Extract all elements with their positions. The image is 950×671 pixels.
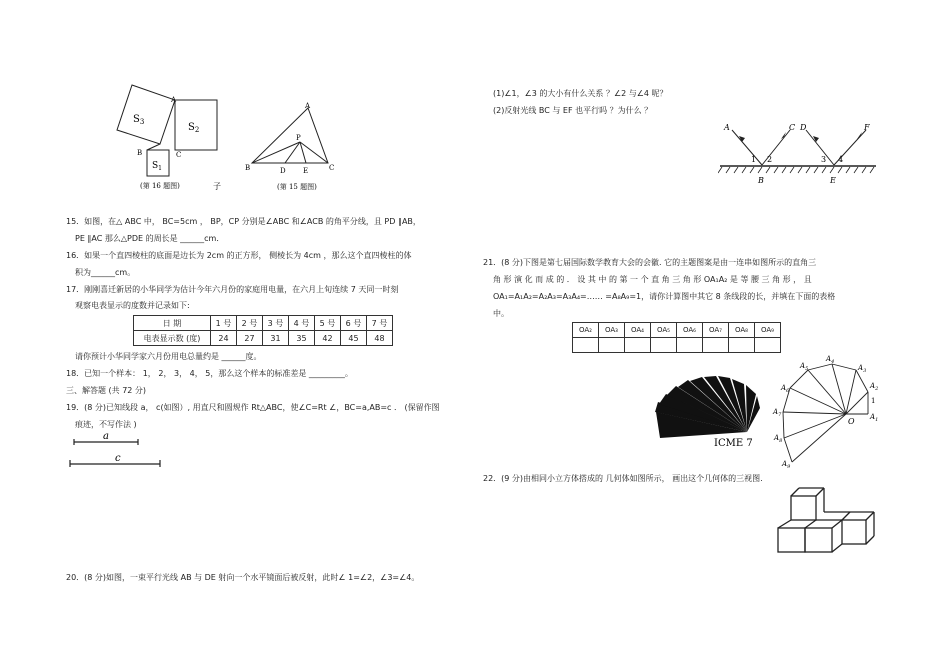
fig15-caption: (第 15 题图) [277, 183, 317, 191]
oa-answer-table [572, 322, 781, 353]
fig16-caption: (第 16 题图) [140, 182, 180, 190]
table-cell: OA₇ [703, 323, 729, 338]
table-row [573, 338, 781, 353]
question-21-line2: 角 形 演 化 而 成 的 ． 设 其 中 的 第 一 个 直 角 三 角 形 OA₁A₂ 是 等 腰 三 角 形 ， 且 [493, 275, 812, 284]
table-cell: 31 [263, 331, 289, 346]
svg-text:A: A [305, 102, 311, 110]
svg-text:E: E [830, 176, 836, 185]
question-17-line1: 17．刚刚喜迁新居的小华同学为估计今年六月份的家庭用电量，在六月上旬连续 7 天同一时刻 [66, 285, 399, 294]
svg-text:A9: $A_9$ [782, 460, 791, 470]
question-20: 20．(8 分)如图，一束平行光线 AB 与 DE 射向一个水平镜面后被反射，此时∠ 1=∠2，∠3=∠4。 [66, 573, 420, 582]
svg-text:A1: $A_1$ [870, 413, 879, 423]
svg-text:A4: $A_4$ [826, 355, 835, 365]
table-cell: 48 [367, 331, 393, 346]
svg-text:A5: $A_5$ [800, 362, 809, 372]
answer-cell[interactable] [599, 338, 625, 353]
table-cell: 5 号 [315, 316, 341, 331]
section-3-heading: 三、解答题 (共 72 分) [66, 386, 147, 395]
figure-21-spiral [770, 352, 885, 470]
table-cell: 日 期 [134, 316, 211, 331]
question-15-line1: 15．如图，在△ ABC 中， BC=5cm ， BP，CP 分别是∠ABC 和∠ACB 的角平分线，且 PD ∥AB， [66, 217, 421, 226]
electricity-table [133, 315, 393, 346]
segment-c-label: c [115, 453, 121, 464]
figure-20-reflection [718, 120, 878, 190]
table-cell: 35 [289, 331, 315, 346]
segments-a-c [66, 430, 166, 470]
table-cell: 24 [211, 331, 237, 346]
question-15-line2: PE ∥AC 那么△PDE 的周长是 ______cm． [75, 234, 225, 243]
table-cell: 45 [341, 331, 367, 346]
svg-text:A7: $A_7$ [773, 408, 782, 418]
label-s2: $S_2$ [188, 122, 200, 134]
table-row [134, 316, 393, 331]
svg-text:C: C [176, 151, 182, 159]
table-cell: 2 号 [237, 316, 263, 331]
svg-text:A3: $A_3$ [858, 364, 867, 374]
svg-text:B: B [245, 164, 251, 172]
table-cell: 42 [315, 331, 341, 346]
question-21-line3: OA₁=A₁A₂=A₂A₃=A₃A₄=…… =A₈A₉=1，请你计算图中其它 8 条线段的长，并填在下面的表格 [493, 292, 836, 301]
figure-22-cubes [776, 484, 886, 554]
question-19-line1: 19．(8 分)已知线段 a， c(如图）, 用直尺和圆规作 Rt△ABC，使∠C=Rt ∠，BC=a,AB=c ． (保留作图 [66, 403, 440, 412]
question-21-line4: 中。 [493, 309, 509, 318]
table-cell: OA₃ [599, 323, 625, 338]
table-cell: OA₉ [755, 323, 781, 338]
svg-text:D: D [280, 167, 286, 175]
svg-text:1: 1 [871, 397, 876, 405]
table-cell: 7 号 [367, 316, 393, 331]
answer-cell[interactable] [651, 338, 677, 353]
table-cell: 4 号 [289, 316, 315, 331]
stray-char: 子 [213, 182, 221, 191]
table-cell: 电表显示数 (度) [134, 331, 211, 346]
question-20-sub1: (1)∠1，∠3 的大小有什么关系 ？∠2 与∠4 呢？ [493, 89, 668, 98]
label-s3: $S_3$ [133, 114, 145, 126]
svg-text:A: A [724, 123, 730, 132]
svg-text:B: B [758, 176, 764, 185]
svg-text:A8: $A_8$ [774, 434, 783, 444]
svg-text:A2: $A_2$ [870, 382, 879, 392]
table-cell: OA₈ [729, 323, 755, 338]
svg-text:2: 2 [767, 155, 773, 164]
answer-cell[interactable] [703, 338, 729, 353]
icme7-logo [652, 372, 764, 448]
answer-cell[interactable] [625, 338, 651, 353]
table-row [573, 323, 781, 338]
segment-a-label: a [103, 431, 109, 442]
question-17-line2: 观察电表显示的度数并记录如下: [75, 301, 190, 310]
question-16-line1: 16．如果一个直四棱柱的底面是边长为 2cm 的正方形， 侧棱长为 4cm ，那么这个直四棱柱的体 [66, 251, 412, 260]
svg-text:4: 4 [838, 155, 844, 164]
table-cell: 1 号 [211, 316, 237, 331]
svg-text:F: F [864, 123, 870, 132]
table-cell: 27 [237, 331, 263, 346]
svg-text:B: B [137, 149, 143, 157]
table-cell: OA₆ [677, 323, 703, 338]
question-19-line2: 痕迹，不写作法 ) [75, 420, 137, 429]
svg-text:P: P [296, 134, 301, 142]
svg-text:O: O [848, 417, 855, 426]
svg-text:E: E [303, 167, 309, 175]
svg-text:C: C [789, 123, 796, 132]
figure-15-triangle [240, 100, 350, 192]
question-20-sub2: (2)反射光线 BC 与 EF 也平行吗 ？为什么 ？ [493, 106, 653, 115]
question-17-line3: 请你预计小华同学家六月份用电总量约是 ______度。 [75, 352, 262, 361]
svg-text:A: A [171, 96, 177, 104]
figure-16-squares [100, 82, 240, 192]
table-cell: OA₂ [573, 323, 599, 338]
table-row [134, 331, 393, 346]
svg-text:D: D [800, 123, 807, 132]
table-cell: OA₄ [625, 323, 651, 338]
svg-text:1: 1 [751, 155, 757, 164]
table-cell: 3 号 [263, 316, 289, 331]
question-21-line1: 21．(8 分)下图是第七届国际数学教育大会的会徽. 它的主题图案是由一连串如图所示的直角三 [483, 258, 817, 267]
svg-text:3: 3 [821, 155, 827, 164]
table-cell: 6 号 [341, 316, 367, 331]
table-cell: OA₅ [651, 323, 677, 338]
label-s1: $S_1$ [152, 161, 162, 172]
answer-cell[interactable] [729, 338, 755, 353]
question-18: 18．已知一个样本： 1， 2， 3， 4， 5，那么这个样本的标准差是 _________。 [66, 369, 353, 378]
svg-text:A6: $A_6$ [781, 384, 790, 394]
question-16-line2: 积为______cm。 [75, 268, 136, 277]
icme7-label: ICME 7 [714, 438, 753, 448]
question-22: 22．(9 分)由相同小立方体搭成的 几何体如图所示， 画出这个几何体的三视图. [483, 474, 763, 483]
answer-cell[interactable] [573, 338, 599, 353]
answer-cell[interactable] [755, 338, 781, 353]
svg-text:C: C [329, 164, 335, 172]
answer-cell[interactable] [677, 338, 703, 353]
